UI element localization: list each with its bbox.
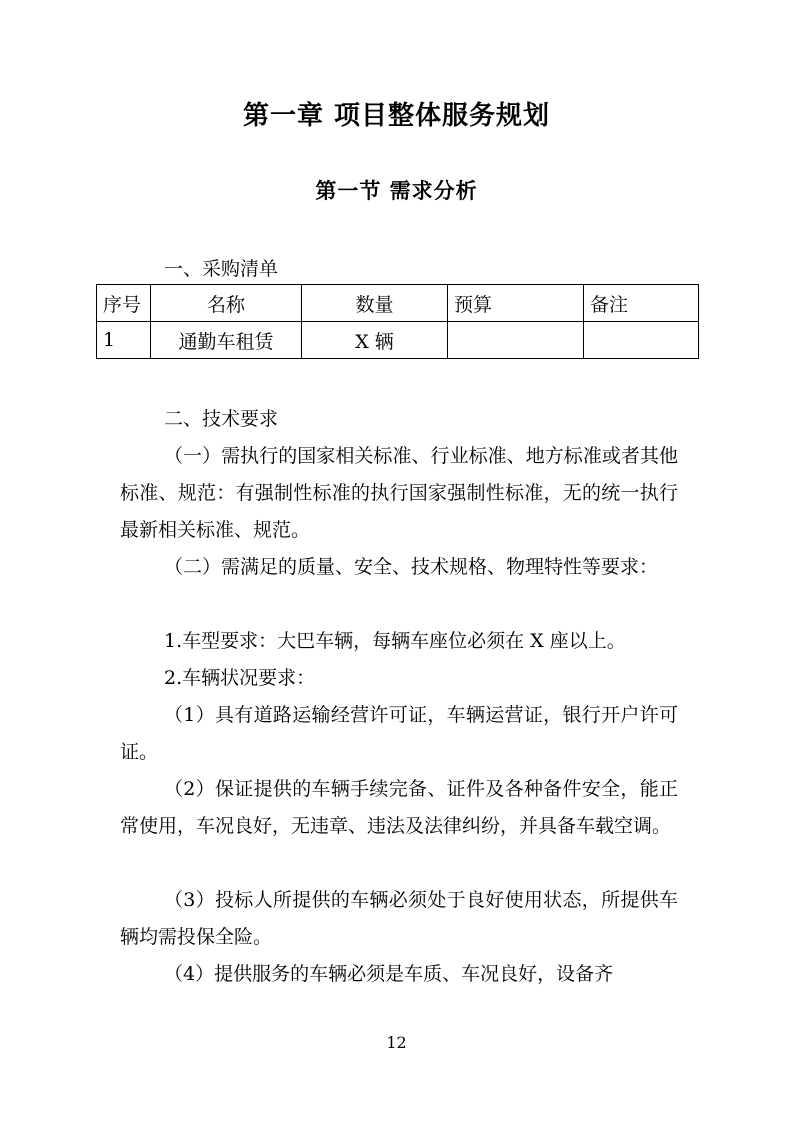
paragraph-quality: （二）需满足的质量、安全、技术规格、物理特性等要求：: [164, 556, 659, 578]
header-quantity: 数量: [302, 285, 448, 322]
cell-name: 通勤车租赁: [151, 322, 302, 359]
cell-remarks: [584, 322, 699, 359]
paragraph-item-2: （2）保证提供的车辆手续完备、证件及各种备件安全，能正常使用，车况良好，无违章、违法及法律纠纷，并具备车载空调。: [120, 778, 678, 837]
procurement-table: [96, 284, 699, 359]
paragraph-item-4: （4）提供服务的车辆必须是车质、车况良好，设备齐: [164, 963, 614, 985]
cell-index: 1: [97, 322, 151, 359]
page-number: 12: [386, 1033, 407, 1052]
procurement-heading: 一、采购清单: [164, 258, 279, 280]
paragraph-standards: （一）需执行的国家相关标准、行业标准、地方标准或者其他标准、规范：有强制性标准的执行国家强制性标准，无的统一执行最新相关标准、规范。: [120, 445, 678, 541]
section-title: 第一节 需求分析: [315, 179, 478, 203]
cell-budget: [448, 322, 584, 359]
header-remarks: 备注: [584, 285, 699, 322]
chapter-title: 第一章 项目整体服务规划: [242, 101, 551, 131]
table-header-row: [97, 285, 699, 322]
technical-heading: 二、技术要求: [164, 408, 279, 430]
header-name: 名称: [151, 285, 302, 322]
cell-quantity: X 辆: [302, 322, 448, 359]
paragraph-vehicle-type: 1.车型要求：大巴车辆，每辆车座位必须在 X 座以上。: [164, 630, 626, 652]
header-index: 序号: [97, 285, 151, 322]
table-row: [97, 322, 699, 359]
paragraph-vehicle-condition: 2.车辆状况要求：: [164, 667, 316, 689]
header-budget: 预算: [448, 285, 584, 322]
paragraph-item-1: （1）具有道路运输经营许可证，车辆运营证，银行开户许可证。: [120, 704, 678, 763]
paragraph-item-3: （3）投标人所提供的车辆必须处于良好使用状态，所提供车辆均需投保全险。: [120, 889, 678, 948]
